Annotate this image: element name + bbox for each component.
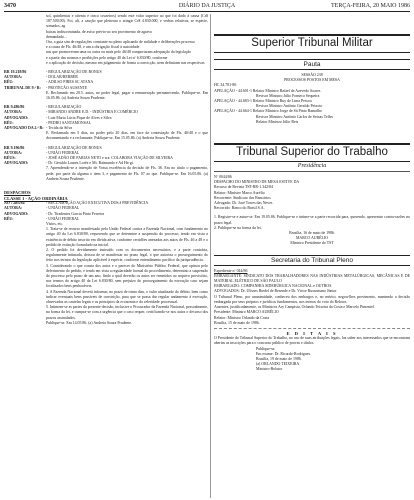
pauta-line: Revisor Ministro Antônio Carlos de Seixas Telles xyxy=(256,114,334,119)
presidencia-line: DESPACHO DO MINISTRO DE MESA ESTIVE DA xyxy=(214,180,300,185)
decision-paragraph: 3. Considerando o que consta dos autos e o parecer do Ministério Público Federal, que opinou pelo deferimento do pedido, e tendo em vista a regularidade formal do procedimento, determino a suspensão do processo pelo prazo de um ano, findo o qual deverão os autos ser remetidos ao arquivo provisório, nos termos do artigo 40 da Lei 6.830/80, sem prejuízo do prosseguimento da execução caso sejam localizados bens penhoráveis. xyxy=(46,263,208,289)
pauta-title: Pauta xyxy=(214,59,410,70)
entry-label: ADVOGADO DA 2.ª R: xyxy=(4,126,44,131)
opening-line: demandado... xyxy=(46,34,67,39)
entry-value: - REGULARIZAÇÃO DE BONUS xyxy=(46,145,102,150)
publication-name: DIÁRIO DA JUSTIÇA xyxy=(178,3,236,9)
presidencia-line: Recorrente: Sindicato dos Bancários xyxy=(214,195,271,200)
decision-text xyxy=(4,222,208,326)
case-entry xyxy=(4,146,208,182)
decision-paragraph: 4. A Fazenda Nacional deverá informar, no prazo de trinta dias, o valor atualizado do débito, bem como indicar eventuais bens passíveis de constrição, para que se possa dar regular andamento à execução, observadas as cautelas legais e os princípios da economia e da celeridade processual. xyxy=(46,289,208,304)
case-entry xyxy=(4,105,208,141)
presidencia-line: Recurso de Revista TST-RR-1.342/84 xyxy=(214,185,274,190)
left-column xyxy=(4,14,208,498)
entry-label: RR 19.218/86 xyxy=(4,70,27,75)
presidencia-line: Nº 0044/86 xyxy=(214,175,232,180)
pauta-line: Revisor Ministro Antônio Geraldo Peixoto xyxy=(256,104,323,109)
editais-line: Publique-se. xyxy=(256,346,276,351)
entry-label: ADVOGADO: xyxy=(4,115,29,120)
pleno-line: Relator: Ministro Orlando da Costa xyxy=(214,315,270,320)
proc-value: - RECLAMAÇÃO AÇÃO EXECUTIVA DOS ã PREVIDÊNCIA xyxy=(46,201,149,206)
pleno-line: Brasília, 15 de maio de 1986. xyxy=(214,320,260,325)
entry-text: E. Reclamado em 20.5. autos, no poder legal, pagar a remuneração permanecendo. Publique-se. Em 16.05.86. (a) Andreia Souza Prudente. xyxy=(46,90,208,101)
pauta-line: PROCESSOS POSTOS EM MESA xyxy=(284,78,340,83)
entry-value: - UNIÃO FEDERAL xyxy=(46,150,80,155)
page-number: 3470 xyxy=(4,3,16,9)
entry-text: 7. Aprendendo-se a intenção de Vossa excelência da decisão de Fls. 36. Em no titulo o pagamento, pede, por parte da alguma o item 3, e pagamento de Fls. 07 ao que. Publique-se. Em 16.05.86. (a) Andreia Souza Prudente. xyxy=(46,166,208,181)
entry-label: ADVOGADO: xyxy=(4,161,29,166)
opening-line: sol, quinhentos e oitenta e cinco cruzeiros) sendo este valor superior ao que foi dado à causa (Cr$ 187.500,00). Foi, ali, a caução que pleiteara o atingir Cr$ 4.830.000, e verbas relativas, se espécie, somados, ag xyxy=(46,14,208,29)
entry-value: - MIRANDO ANDRE E.D. - INDÚSTRIA E COMÉRCIO xyxy=(46,110,138,115)
presidencia-signature: MARCO AURÉLIO xyxy=(295,236,329,241)
presidencia-paragraph: 2. Publique-se na forma da lei. xyxy=(214,225,262,230)
proc-value: - UNIÃO FEDERAL xyxy=(46,216,80,221)
decision-paragraph: 2. O pedido foi devidamente instruído com os documentos necessários, e a parte contrária, regularmente intimada, deixou de se manifestar no prazo legal, o que autoriza o prosseguimento do feito nos termos da legislação aplicável à espécie, conforme entendimento pacífico da jurisprudência. xyxy=(46,247,208,263)
pauta-line: Relator Ministro Júlio Reis xyxy=(256,119,299,124)
proc-value: - UNIÃO FEDERAL xyxy=(46,206,80,211)
presidencia-title: Presidência xyxy=(214,162,410,172)
publication-date: TERÇA-FEIRA, 20 MAIO 1986 xyxy=(331,3,410,9)
entry-text: E. Reclamado em 5 dias, no poder pelo 20 dias, em face da contestação de Fls. 46/48 e o que documentando e a reclamante. Publique-se. Em 15.05.86. (a) Andreia Souza Prudente. xyxy=(46,131,208,141)
entry-value: - DOLAR/BERRER xyxy=(46,75,78,80)
entry-value: - REGULARIZAÇÃO DE BONUS xyxy=(46,70,102,75)
opening-line: baixas indiscriminada, de aviso prévio-ao seu provimento de agravo xyxy=(46,29,152,34)
editais-line: (a) ORLANDO TEIXEIRA xyxy=(256,362,300,367)
editais-line: Em exame: Dr. Ricardo-Rodrigues. xyxy=(256,351,311,356)
entry-value: - REGULARIZAÇÃO xyxy=(46,105,82,110)
pleno-paragraph: ADVOGADOS: Dr. Ulisses Riedel de Resende e Dr. Victor Russomano Júnior xyxy=(214,289,337,294)
editais-line: Ministro-Relator xyxy=(256,367,283,372)
section-divider xyxy=(214,328,410,329)
opening-line: e a causa de Fls. 46/48, e um a obrigação fiscal à autoridade xyxy=(46,45,140,50)
stm-title: Superior Tribunal Militar xyxy=(214,34,410,53)
entry-label: AUTORA: xyxy=(4,75,23,80)
pleno-title: Secretaria do Tribunal Pleno xyxy=(214,255,410,266)
entry-label: AUTORA: xyxy=(4,110,23,115)
entry-label: RR 9.196/86 xyxy=(4,145,25,150)
pleno-paragraph: O Tribunal Pleno, por unanimidade, conheceu dos embargos e, no mérito, negou-lhes provimento, mantendo a decisão embargada por seus próprios e jurídicos fundamentos, nos termos do voto do Relator. xyxy=(214,294,410,304)
decision-paragraph: Vistos, etc. xyxy=(46,221,64,226)
header-rule xyxy=(4,11,410,12)
tst-title: Tribunal Superior do Trabalho xyxy=(214,143,410,162)
presidencia-signature-role: Ministro Presidente do TST xyxy=(290,241,334,246)
opening-text xyxy=(4,14,208,66)
presidencia-paragraph: 1. Registre-se e autue-se. Em 19.05.86. Publique-se e intime-se a parte recorrida para, querendo, apresentar contra-razões no prazo legal. xyxy=(214,215,410,225)
pauta-line: HC 34.781-86 xyxy=(214,83,237,88)
column-divider xyxy=(210,14,211,498)
opening-line: nas que promoveram uma ou outra ou mais pelo 46/48 comportaram adequação da legislação xyxy=(46,50,192,55)
decision-paragraph: 5. Intimem-se as partes da presente decisão, inclusive o Procurador da Fazenda Nacional, pessoalmente, na forma da lei, e cumpra-se com a urgência que o caso requer, certificando-se nos autos o decurso dos prazos assinalados. xyxy=(46,305,208,320)
pleno-paragraph: EMBARGANTE: SINDICATO DOS TRABALHADORES NAS INDÚSTRIAS METALÚRGICAS, MECÂNICAS E DE MATERIAL ELÉTRICO DE SÃO PAULO xyxy=(214,273,410,284)
entry-value: - Tecida da Silva xyxy=(46,126,73,131)
decision-paragraph: Publique-se. Em 14.05.86. (a) Andreia Souza Prudente. xyxy=(46,320,133,325)
entry-label: AUTORA: xyxy=(4,150,23,155)
entry-value: - PEDRO SANTAMONSAL xyxy=(46,120,92,125)
pleno-line: Presidente: Ministro MARCO AURÉLIO xyxy=(214,310,279,315)
pauta-line: APELAÇÃO - 44.683-1 Relator Ministro Ruy de Lima Pessoa xyxy=(214,99,312,104)
entry-value: - PROTECÃO AUSENTE xyxy=(46,85,88,90)
opening-line: e o aplicação de decisão, mesmo em julgamento de forma a convicção, nem definiram nas respectivas xyxy=(46,60,205,65)
opening-line: e a partir das normas e proibições pelo artigo 40 da Lei nº 6.830/80, conforme xyxy=(46,55,168,60)
entry-label: RÉUS: xyxy=(4,156,16,161)
pleno-line: Expediente nº 044/86 xyxy=(214,268,248,273)
proc-label: RÉU: xyxy=(4,216,14,221)
entry-label: RÉU: xyxy=(4,120,14,125)
proc-label: ADVOGADO: xyxy=(4,211,29,216)
presidencia-place-date: Brasília, 16 de maio de 1986. xyxy=(289,231,335,236)
proc-value: - Dr. Tiradentes Garcia Pinto Ferreira xyxy=(46,211,105,216)
classe-heading: CLASSE 1 - AÇÃO ORDINÁRIA xyxy=(4,195,68,201)
presidencia-block xyxy=(214,175,410,247)
entry-value: - Dr. Geraldo Laurez Lorêz e Mt. Raimundo e Ad Ha-gi. xyxy=(46,161,134,166)
entry-label: RÉU: xyxy=(4,80,14,85)
case-entry xyxy=(4,70,208,101)
entry-value: - Luiz Maria Lúcia Pique de Alves e Silva xyxy=(46,115,112,120)
right-column xyxy=(214,14,410,498)
pleno-paragraph: Ausentes, justificadamente, os Ministros Ary Campista, Orlando Teixeira da Costa e Marcelo Pimentel. xyxy=(214,305,375,310)
editais-paragraph: O Presidente do Tribunal Superior do Trabalho, no uso de suas atribuições legais, faz saber aos interessados que se encontram abertas as inscrições para o concurso público de provas e títulos. xyxy=(214,336,410,346)
pauta-line: APELAÇÃO - 44.601-1 Relator Ministro Rafael de Azevedo Soares xyxy=(214,88,321,93)
pauta-line: Revisor Ministro Júlio Fonseca Sequeira xyxy=(256,93,320,98)
opening-line: Ora, a guia sim de regulações constante no pleno aplicando de nulidade e deliberações processo xyxy=(46,40,195,45)
proc-label: AO 7.483/84 xyxy=(4,201,25,206)
proc-label: AUTORA: xyxy=(4,206,23,211)
pauta-list xyxy=(214,73,410,125)
pleno-block xyxy=(214,269,410,326)
despachos-heading: DESPACHOS xyxy=(4,190,31,196)
presidencia-line: Recorrido: Banco do Brasil S.A. xyxy=(214,206,265,211)
entry-label: RR 9.486/86 xyxy=(4,105,25,110)
pauta-line: APELAÇÃO - 44.664-1 Relator Ministro Jorge de Sá Pinto Ramalho xyxy=(214,109,322,114)
entry-label: TRIBUNAL DE 9.ª R: xyxy=(4,85,41,90)
presidencia-line: Advogado: Dr. José Torres das Neves xyxy=(214,201,273,206)
pleno-paragraph: EMBARGADO: COMPANHIA SIDERÚRGICA NACIONAL e OUTROS xyxy=(214,284,332,289)
entry-value: - JOSÉ ADÃO DE FARIAS NETO e sra. COLABORA VIAÇÃO DE SILVEIRA xyxy=(46,156,173,161)
presidencia-line: Relator: Ministro Marco Aurélio xyxy=(214,190,265,195)
editais-block xyxy=(214,336,410,372)
pauta-line: SESSÃO 238 xyxy=(301,73,323,77)
editais-heading: E D I T A I S xyxy=(286,330,338,336)
editais-line: Brasília, 19 de maio de 1986. xyxy=(256,356,302,361)
decision-paragraph: 1. Trata-se de recurso manifestado pela União Federal contra a Fazenda Nacional, com fundamento no artigo 40 da Lei 6.830/80, requerendo que se determine a suspensão do processo, tendo em vista a existência de débito inscrito em dívida ativa, conforme certidões anexadas aos autos de Fls. 46 a 48 e o pedido de extinção formulado na inicial. xyxy=(46,227,208,247)
entry-value: - ADILSO PIRES SC ATANA xyxy=(46,80,94,85)
